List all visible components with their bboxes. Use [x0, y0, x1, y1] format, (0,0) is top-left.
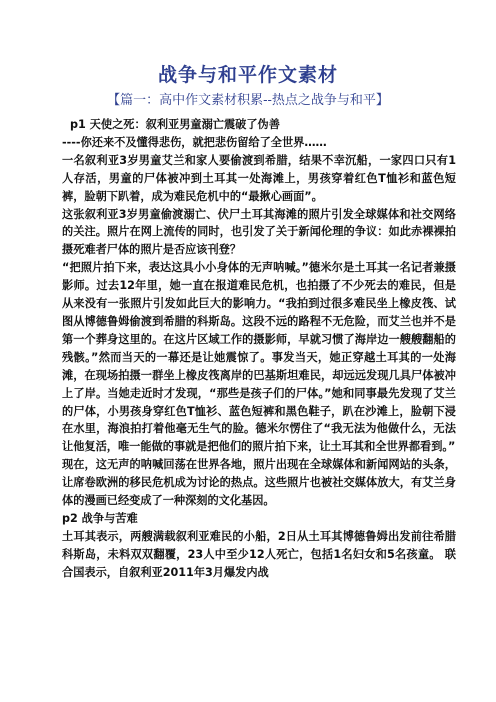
document-subtitle: 【篇一：高中作文素材积累--热点之战争与和平】: [107, 93, 389, 108]
paragraph: 一名叙利亚3岁男童艾兰和家人要偷渡到希腊，结果不幸沉船，一家四口只有1人存活，男童的尸体被冲到土耳其一处海滩上，男孩穿着红色T恤衫和蓝色短裤，脸朝下趴着，成为难民危机中的“最揪心画面”。: [62, 153, 456, 203]
paragraph: 土耳其表示，两艘满载叙利亚难民的小船，2日从土耳其博德鲁姆出发前往希腊科斯岛，未料双双翻覆，23人中至少12人死亡，包括1名妇女和5名孩童。 联合国表示，自叙利亚2011年3月爆发内战: [62, 529, 456, 579]
paragraph: 这张叙利亚3岁男童偷渡溺亡、伏尸土耳其海滩的照片引发全球媒体和社交网络的关注。照片在网上流传的同时，也引发了关于新闻伦理的争议：如此赤裸裸拍摄死难者尸体的照片是否应该刊登？: [62, 207, 456, 257]
paragraph: “把照片拍下来，表达这具小小身体的无声呐喊。”德米尔是土耳其一名记者兼摄影师。过去12年里，她一直在报道难民危机，也拍摄了不少死去的难民，但是从来没有一张照片引发如此巨大的影响力。“我拍到过很多难民坐上橡皮筏、试图从博德鲁姆偷渡到希腊的科斯岛。这段不远的路程不无危险，而艾兰也并不是第一个葬身这里的。在这片区域工作的摄影师，早就习惯了海岸边一艘艘翻船的残骸。”然而当天的一幕还是让她震惊了。事发当天，她正穿越土耳其的一处海滩，在现场拍摄一群坐上橡皮筏离岸的巴基斯坦难民，却远远发现几具尸体被冲上了岸。当她走近时才发现，“那些是孩子们的尸体。”她和同事最先发现了艾兰的尸体，小男孩身穿红色T恤衫、蓝色短裤和黑色鞋子，趴在沙滩上，脸朝下浸在水里，海浪拍打着他毫无生气的脸。德米尔愣住了“我无法为他做什么，无法让他复活，唯一能做的事就是把他们的照片拍下来，让土耳其和全世界都看到。”: [62, 261, 456, 454]
section-lead-p1: ----你还来不及懂得悲伤，就把悲伤留给了全世界……: [62, 135, 327, 149]
section-heading-p1: p1 天使之死：叙利亚男童溺亡震破了伪善: [70, 118, 280, 131]
section-heading-p2: p2 战争与苦难: [62, 511, 138, 525]
paragraph: 现在，这无声的呐喊回荡在世界各地，照片出现在全球媒体和新闻网站的头条，让席卷欧洲的移民危机成为讨论的热点。这些照片也被社交媒体放大，有艾兰身体的漫画已经变成了一种深刻的文化基因。: [62, 458, 456, 508]
document-body: [62, 116, 456, 582]
document-title: 战争与和平作文素材: [157, 64, 338, 86]
